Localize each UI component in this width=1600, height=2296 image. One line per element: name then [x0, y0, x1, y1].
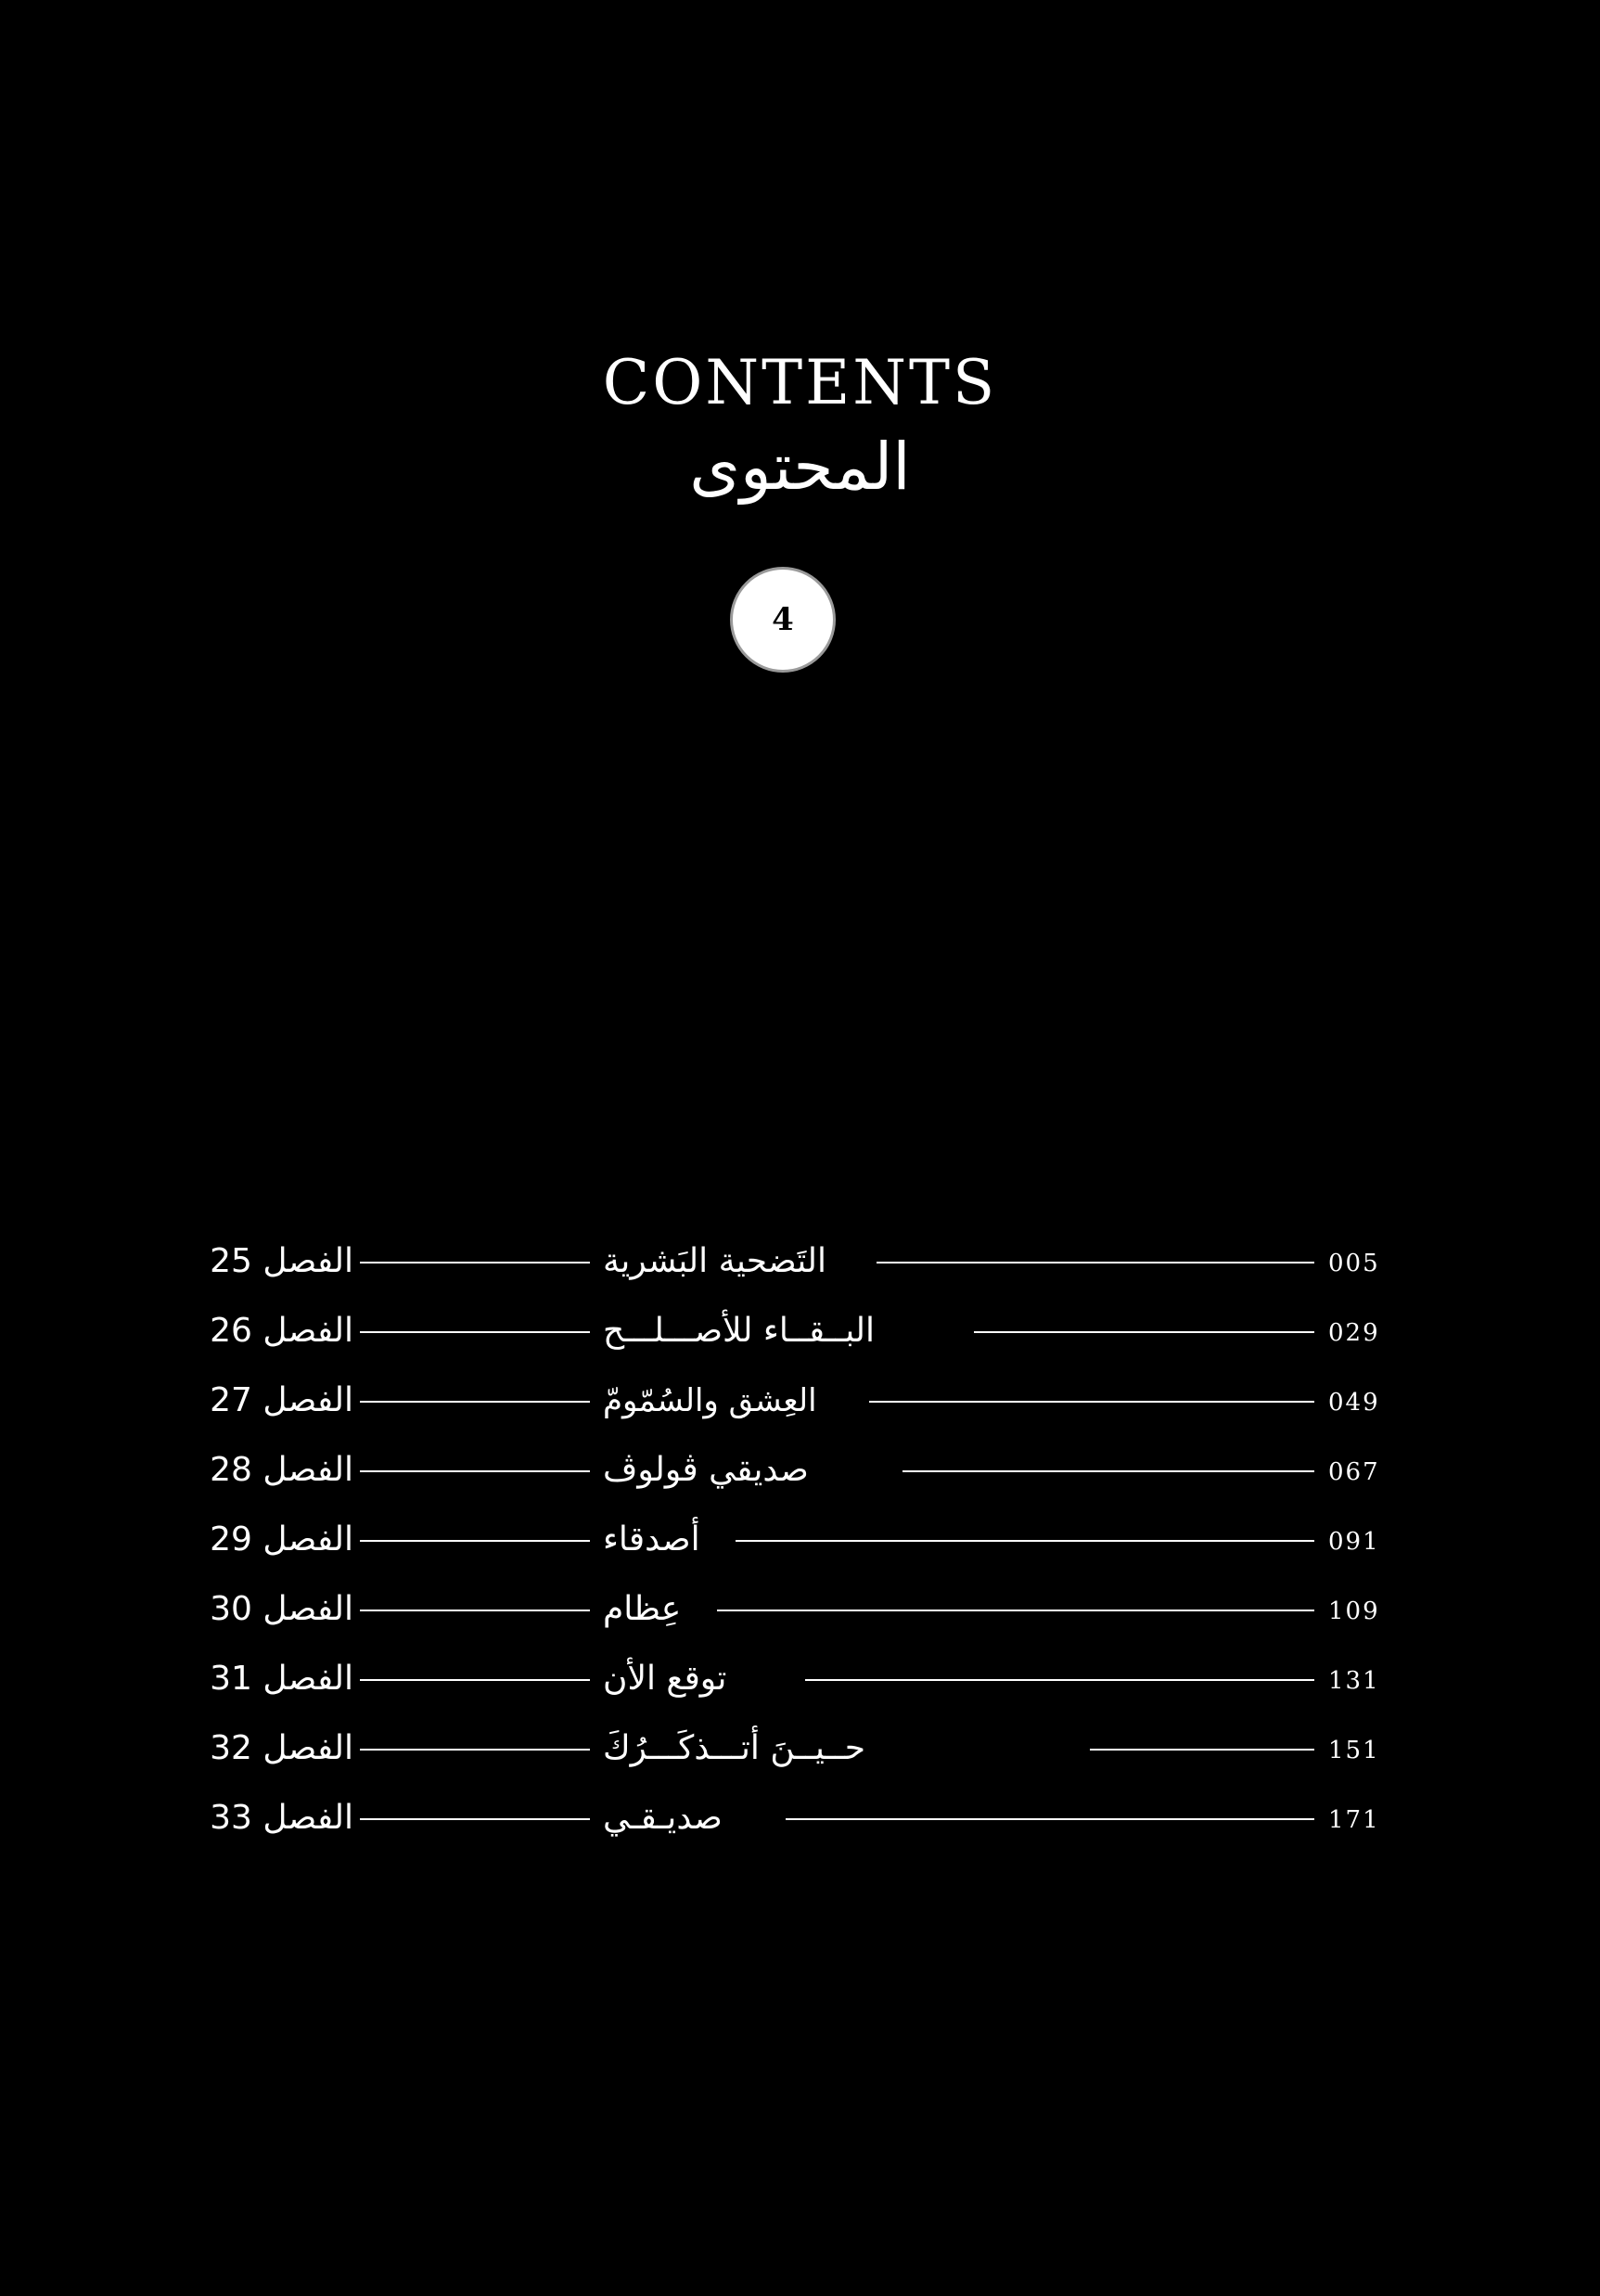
chapter-title: صديـقـي [603, 1799, 723, 1837]
chapter-label: الفصل 25 [210, 1242, 353, 1280]
leader-line [360, 1749, 590, 1751]
contents-title-english: CONTENTS [602, 347, 998, 418]
page-number: 131 [1328, 1667, 1380, 1695]
page-number: 005 [1328, 1250, 1380, 1277]
leader-line [974, 1331, 1314, 1333]
chapter-title: توقع الأن [603, 1660, 727, 1698]
chapter-title: حــيــنَ أتـــذكَـــرُكَ [603, 1729, 866, 1767]
leader-line [360, 1818, 590, 1820]
leader-line [360, 1331, 590, 1333]
page-number: 171 [1328, 1806, 1380, 1834]
chapter-label: الفصل 27 [210, 1381, 353, 1419]
page-number: 091 [1328, 1528, 1380, 1556]
leader-line [869, 1401, 1314, 1403]
leader-line [360, 1401, 590, 1403]
leader-line [360, 1262, 590, 1263]
leader-line [360, 1610, 590, 1611]
toc-entry[interactable] [0, 1303, 1600, 1359]
chapter-label: الفصل 30 [210, 1590, 353, 1628]
page-number: 067 [1328, 1458, 1380, 1486]
leader-line [360, 1540, 590, 1542]
page-number: 049 [1328, 1389, 1380, 1417]
page-number: 109 [1328, 1597, 1380, 1625]
page-number: 029 [1328, 1319, 1380, 1347]
leader-line [717, 1610, 1314, 1611]
chapter-label: الفصل 28 [210, 1451, 353, 1489]
chapter-label: الفصل 29 [210, 1520, 353, 1558]
page-number: 151 [1328, 1737, 1380, 1764]
leader-line [736, 1540, 1314, 1542]
chapter-label: الفصل 31 [210, 1660, 353, 1698]
toc-entry[interactable] [0, 1443, 1600, 1498]
contents-title-arabic: المحتوى [689, 429, 911, 505]
toc-entry[interactable] [0, 1721, 1600, 1777]
leader-line [805, 1679, 1314, 1681]
toc-entry[interactable] [0, 1373, 1600, 1429]
leader-line [360, 1679, 590, 1681]
leader-line [786, 1818, 1314, 1820]
chapter-title: العِشق والسُمّومّ [603, 1382, 817, 1419]
leader-line [360, 1470, 590, 1472]
chapter-title: البــقــاء للأصـــلـــح [603, 1312, 876, 1350]
page-number-badge: 4 [730, 567, 836, 673]
toc-entry[interactable] [0, 1234, 1600, 1289]
toc-entry[interactable] [0, 1512, 1600, 1568]
leader-line [1090, 1749, 1314, 1751]
chapter-title: التَضحية البَشرية [603, 1242, 827, 1280]
chapter-title: صديقي ڤولوڤ [603, 1451, 809, 1489]
chapter-label: الفصل 32 [210, 1729, 353, 1767]
toc-entry[interactable] [0, 1651, 1600, 1707]
leader-line [902, 1470, 1314, 1472]
chapter-label: الفصل 33 [210, 1799, 353, 1837]
toc-entry[interactable] [0, 1790, 1600, 1846]
toc-entry[interactable] [0, 1582, 1600, 1637]
leader-line [877, 1262, 1314, 1263]
chapter-title: عِظام [603, 1590, 682, 1628]
chapter-title: أصدقاء [603, 1520, 700, 1558]
chapter-label: الفصل 26 [210, 1312, 353, 1350]
